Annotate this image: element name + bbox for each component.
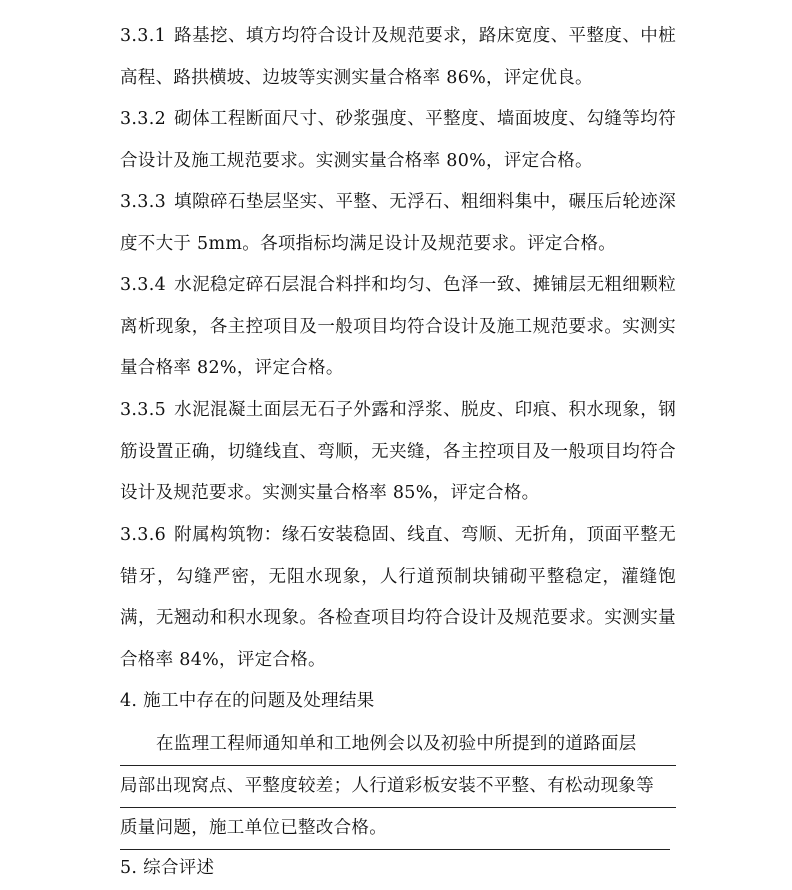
section-text: 附属构筑物：缘石安装稳固、线直、弯顺、无折角，顶面平整无错牙，勾缝严密，无阻水现象，人行道预制块铺砌平整稳定，灌缝饱满，无翘动和积水现象。各检查项目均符合设计及规范要求。实测实量合格率 84%，评定合格。 [120, 525, 676, 670]
section-text: 填隙碎石垫层坚实、平整、无浮石、粗细料集中，碾压后轮迹深度不大于 5mm。各项指标均满足设计及规范要求。评定合格。 [120, 192, 676, 254]
section-text: 路基挖、填方均符合设计及规范要求，路床宽度、平整度、中桩高程、路拱横坡、边坡等实测实量合格率 86%，评定优良。 [120, 26, 676, 88]
section-text: 水泥混凝土面层无石子外露和浮浆、脱皮、印痕、积水现象，钢筋设置正确，切缝线直、弯顺，无夹缝，各主控项目及一般项目均符合设计及规范要求。实测实量合格率 85%，评定合格。 [120, 400, 676, 503]
section-text: 砌体工程断面尺寸、砂浆强度、平整度、墙面坡度、勾缝等均符合设计及施工规范要求。实测实量合格率 80%，评定合格。 [120, 109, 676, 171]
section-3-3-4 [120, 265, 676, 390]
issues-line-2: 局部出现窝点、平整度较差；人行道彩板安装不平整、有松动现象等 [120, 766, 676, 808]
issues-line-3: 质量问题，施工单位已整改合格。 [120, 808, 670, 850]
heading-summary: 5. 综合评述 [120, 858, 215, 878]
section-number: 3.3.4 [120, 275, 167, 295]
section-3-3-6 [120, 515, 676, 681]
section-3-3-3 [120, 182, 676, 265]
issues-paragraph [120, 724, 676, 850]
section-number: 3.3.3 [120, 192, 167, 212]
section-number: 3.3.5 [120, 400, 167, 420]
issues-line-1: 在监理工程师通知单和工地例会以及初验中所提到的道路面层 [120, 724, 676, 766]
section-text: 水泥稳定碎石层混合料拌和均匀、色泽一致、摊铺层无粗细颗粒离析现象，各主控项目及一般项目均符合设计及施工规范要求。实测实量合格率 82%，评定合格。 [120, 275, 676, 378]
section-3-3-1 [120, 16, 676, 99]
heading-issues: 4. 施工中存在的问题及处理结果 [120, 691, 375, 711]
section-3-3-2 [120, 99, 676, 182]
section-number: 3.3.2 [120, 109, 167, 129]
section-number: 3.3.6 [120, 525, 167, 545]
section-number: 3.3.1 [120, 26, 167, 46]
section-3-3-5 [120, 390, 676, 515]
